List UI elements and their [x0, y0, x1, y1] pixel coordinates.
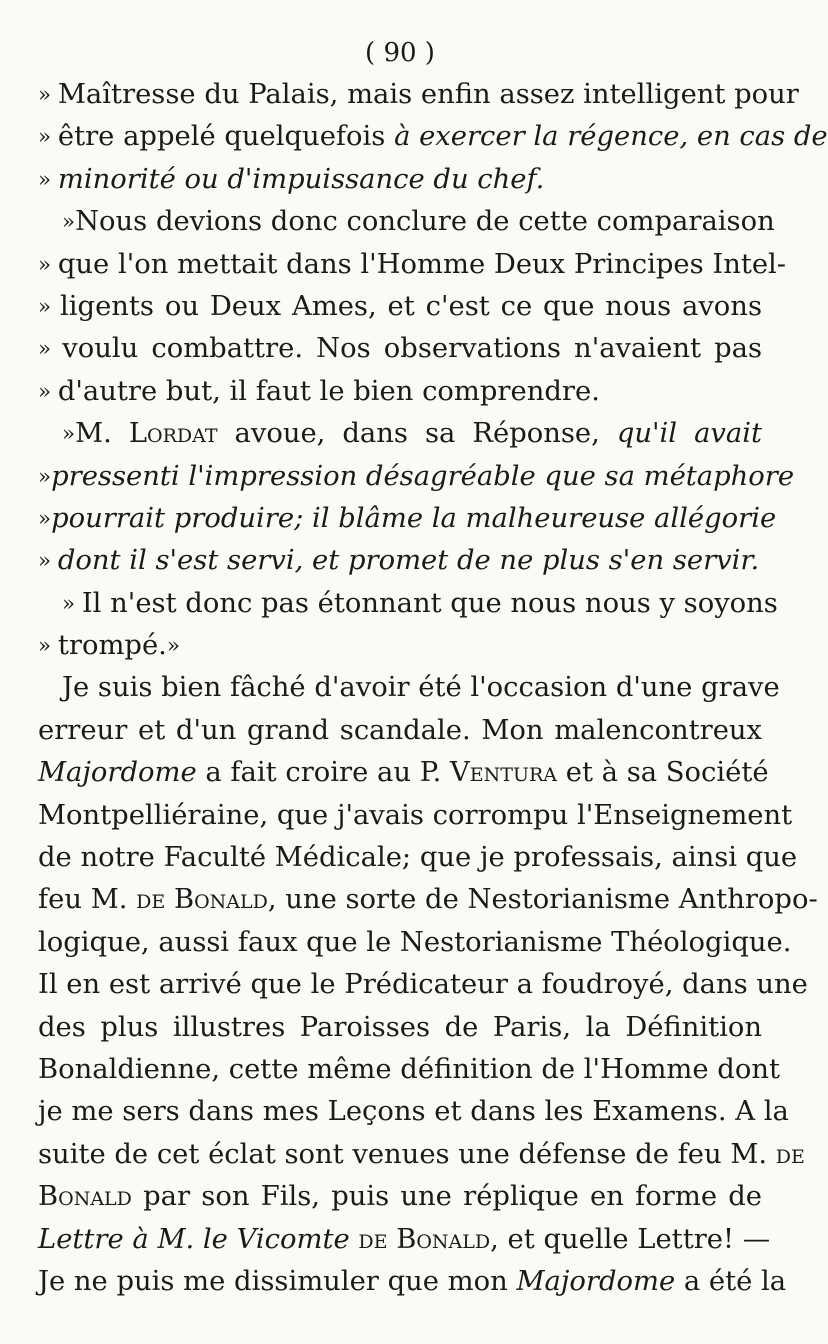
text-line [38, 498, 777, 540]
text-segment: , et quelle Lettre! — [490, 1223, 771, 1255]
text-segment: je me sers dans mes Leçons et dans les Examens. A la [38, 1096, 789, 1128]
text-line [38, 413, 762, 455]
text-line [38, 74, 799, 116]
text-segment: feu M. [38, 884, 137, 916]
text-segment: Il n'est donc pas étonnant que nous nous y soyons [81, 587, 778, 619]
quote-mark: » [38, 379, 58, 405]
text-segment: pourrait produire; il blâme la malheureuse allégorie [51, 502, 777, 534]
quote-mark: » [38, 548, 58, 574]
text-segment: Majordome [38, 757, 197, 789]
text-line [38, 667, 780, 709]
text-segment: que l'on mettait dans l'Homme Deux Principes Intel- [57, 248, 787, 280]
text-segment: être appelé quelquefois [57, 121, 395, 153]
quote-mark: » [38, 633, 58, 659]
text-segment: , une sorte de Nestorianisme Anthropo- [267, 884, 818, 916]
text-segment: a été la [675, 1265, 787, 1297]
text-line [38, 1007, 762, 1049]
text-line [38, 1091, 789, 1133]
text-segment: ligents ou Deux Ames, et c'est ce que nous avons [60, 290, 762, 322]
text-segment: suite de cet éclat sont venues une défense de feu M. [38, 1138, 776, 1170]
body-text [38, 74, 828, 1303]
text-segment: des plus illustres Paroisses de Paris, la Définition [38, 1011, 762, 1043]
text-line [38, 879, 818, 921]
text-segment: Nous devions donc conclure de cette comparaison [75, 206, 775, 238]
quote-mark: » [38, 506, 52, 532]
text-segment: Lettre à M. le Vicomte [38, 1223, 350, 1255]
quote-mark: » [62, 590, 82, 616]
text-line [38, 752, 769, 794]
text-line [38, 964, 808, 1006]
text-segment: Je suis bien fâché d'avoir été l'occasion d'une grave [62, 672, 780, 704]
quote-mark: » [62, 421, 76, 447]
quote-mark: » [38, 82, 58, 108]
text-segment: de Bonald [136, 884, 268, 916]
text-segment: qu'il avait [616, 418, 762, 450]
text-line [38, 1219, 771, 1261]
text-line [38, 1261, 787, 1303]
text-line [38, 1049, 780, 1091]
text-segment: Je ne puis me dissimuler que mon [38, 1265, 517, 1297]
text-segment: trompé. [57, 630, 167, 662]
quote-mark: » [166, 633, 180, 659]
quote-mark: » [38, 167, 58, 193]
text-line [38, 116, 828, 158]
text-segment: M. [75, 418, 129, 450]
text-line [38, 710, 762, 752]
page-number: ( 90 ) [365, 38, 435, 68]
text-line [38, 201, 775, 243]
text-segment: Ventura [450, 757, 558, 789]
text-line [38, 1176, 762, 1218]
text-segment: Il en est arrivé que le Prédicateur a foudroyé, dans une [38, 969, 808, 1001]
text-line [38, 286, 762, 328]
text-segment: dont il s'est servi, et promet de ne plus s'en servir. [57, 545, 760, 577]
text-segment: à exercer la régence, en cas de [394, 121, 828, 153]
text-line [38, 795, 793, 837]
text-line [38, 371, 762, 413]
text-segment: a fait croire au P. [196, 757, 451, 789]
text-line [38, 244, 787, 286]
quote-mark: » [38, 294, 61, 320]
text-line [38, 625, 762, 667]
text-segment: pressenti l'impression désagréable que sa métaphore [51, 460, 795, 492]
text-segment: d'autre but, il faut le bien comprendre. [57, 375, 600, 407]
text-segment: de Bonald [358, 1223, 491, 1255]
text-line [38, 922, 792, 964]
quote-mark: » [38, 336, 63, 362]
text-segment: et à sa Société [557, 757, 769, 789]
text-segment: erreur et d'un grand scandale. Mon malencontreux [38, 714, 762, 746]
text-segment: Bonald [38, 1181, 132, 1213]
text-line [38, 540, 762, 582]
quote-mark: » [62, 209, 76, 235]
text-segment: Maîtresse du Palais, mais enfin assez intelligent pour [57, 79, 799, 110]
text-line [38, 583, 778, 625]
text-segment: Lordat [128, 418, 218, 450]
text-segment: avoue, dans sa Réponse, [217, 418, 617, 450]
text-segment: minorité ou d'impuissance du chef. [57, 163, 545, 195]
text-segment: de notre Faculté Médicale; que je professais, ainsi que [38, 842, 798, 874]
text-line [38, 159, 762, 201]
quote-mark: » [38, 251, 58, 277]
text-line [38, 456, 795, 498]
text-line [38, 837, 798, 879]
text-segment: Majordome [516, 1265, 676, 1297]
text-segment: Bonaldienne, cette même définition de l'Homme dont [38, 1053, 780, 1085]
text-segment: Montpelliéraine, que j'avais corrompu l'Enseignement [38, 799, 793, 831]
text-segment: de [775, 1138, 805, 1170]
text-line [38, 1134, 805, 1176]
text-segment: par son Fils, puis une réplique en forme de [131, 1181, 762, 1213]
quote-mark: » [38, 463, 52, 489]
text-segment: logique, aussi faux que le Nestorianisme Théologique. [38, 926, 792, 958]
text-line [38, 328, 762, 370]
text-segment: voulu combattre. Nos observations n'avaient pas [62, 333, 763, 365]
quote-mark: » [38, 124, 58, 150]
